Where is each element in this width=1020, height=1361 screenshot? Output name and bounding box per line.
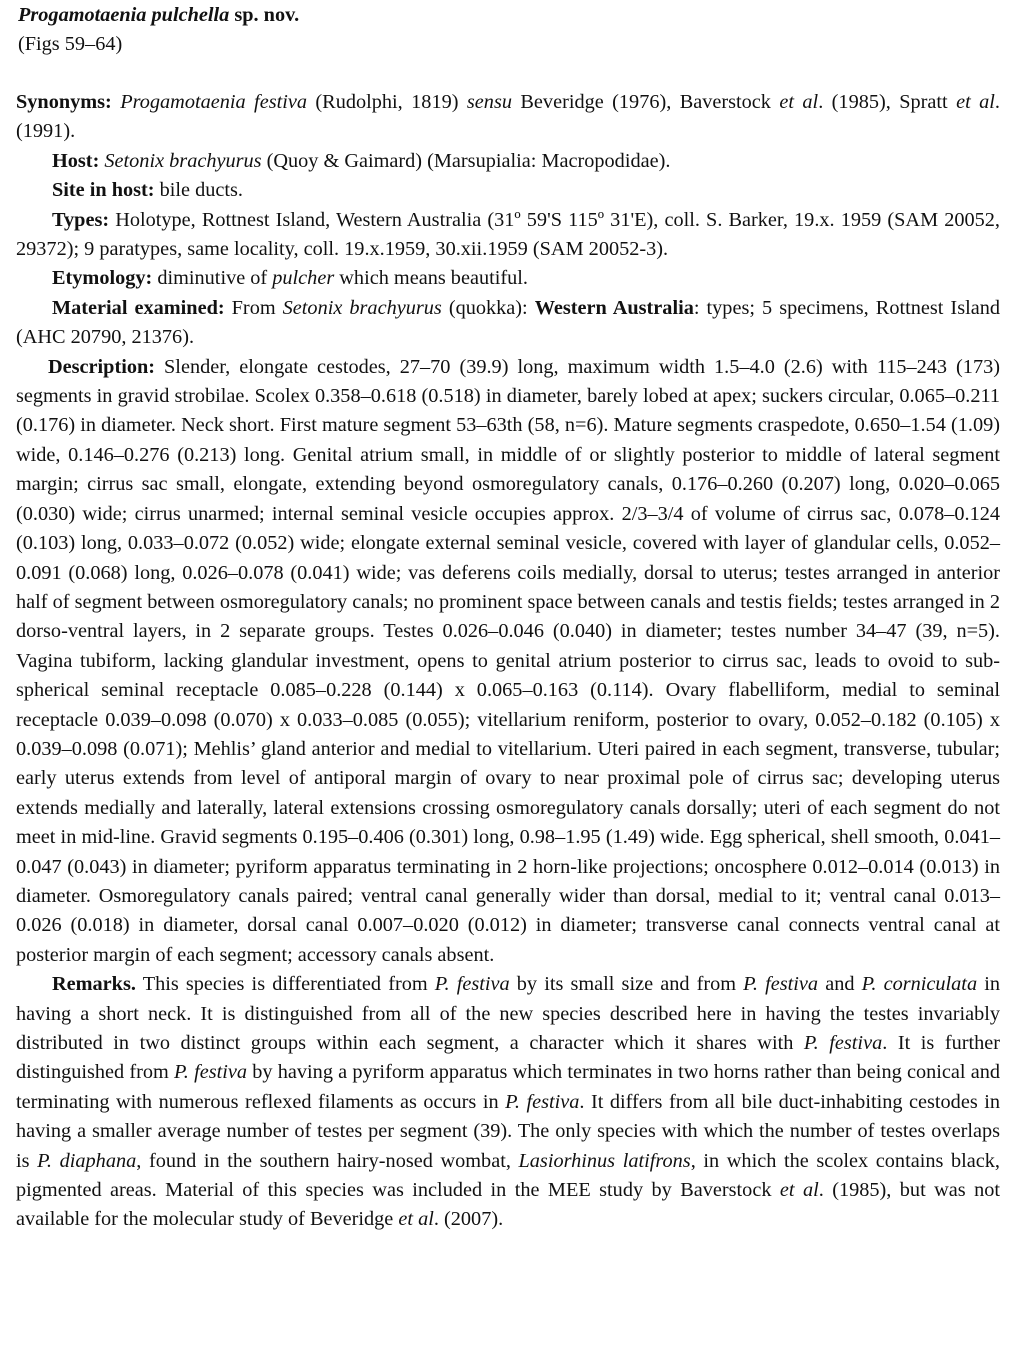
paragraph-material-examined — [16, 294, 1000, 353]
bold-text: Host: — [52, 149, 105, 172]
paragraph-types — [16, 206, 1000, 265]
text-run: which means beautiful. — [334, 267, 528, 290]
italic-text: P. corniculata — [861, 973, 978, 996]
text-run: : types; 5 specimens, Rottnest Island (AHC 20790, 21376). — [16, 296, 1000, 349]
paragraph-remarks — [16, 970, 1000, 1235]
italic-text: P. festiva — [505, 1090, 580, 1113]
text-run: From — [231, 296, 283, 319]
text-run: . It differs from all bile duct-inhabiting cestodes in having a smaller average number of testes per segment (39). The only species with which the number of testes overlaps is — [16, 1090, 1000, 1172]
italic-text: sensu — [466, 91, 512, 113]
italic-text: P. festiva — [743, 973, 819, 996]
species-title — [18, 1, 299, 30]
italic-text: P. festiva — [434, 973, 510, 996]
italic-text: Setonix brachyurus — [282, 296, 442, 319]
italic-text: et al — [398, 1208, 434, 1231]
paragraph-synonyms — [16, 88, 1000, 147]
bold-text: Types: — [52, 208, 116, 231]
bold-text: Synonyms: — [16, 91, 121, 113]
paragraph-description — [16, 353, 1000, 971]
bold-text: sp. nov. — [229, 4, 300, 26]
bold-text: Progamotaenia pulchella — [18, 4, 230, 26]
paragraph-etymology — [16, 264, 1000, 293]
text-run: (Rudolphi, 1819) — [307, 91, 467, 113]
bold-text: Etymology: — [52, 267, 158, 290]
italic-text: pulcher — [272, 267, 335, 290]
text-run: Slender, elongate cestodes, 27–70 (39.9) long, maximum width 1.5–4.0 (2.6) with 115–243 (173) segments in gravid strobilae. Scolex 0.358–0.618 (0.518) in diameter, barely lobed at apex; suckers circular, 0.065–0.211 (0.176) in diameter. Neck short. First mature segment 53–63th (58, n=6). Mature segments craspedote, 0.650–1.54 (1.09) wide, 0.146–0.276 (0.213) long. Genital atrium small, in middle of or slightly posterior to middle of lateral segment margin; cirrus sac small, elongate, extending beyond osmoregulatory canals, 0.176–0.260 (0.207) long, 0.020–0.065 (0.030) wide; cirrus unarmed; internal seminal vesicle occupies approx. 2/3–3/4 of volume of cirrus sac, 0.078–0.124 (0.103) long, 0.033–0.072 (0.052) wide; elongate external seminal vesicle, covered with layer of glandular cells, 0.052–0.091 (0.068) long, 0.026–0.078 (0.041) wide; vas deferens coils medially, dorsal to uterus; testes arranged in anterior half of segment between osmoregulatory canals; no prominent space between canals and testis fields; testes arranged in 2 dorso-ventral layers, in 2 separate groups. Testes 0.026–0.046 (0.040) in diameter; testes number 34–47 (39, n=5). Vagina tubiform, lacking glandular investment, opens to genital atrium posterior to cirrus sac, leads to ovoid to sub-spherical seminal receptacle 0.085–0.228 (0.144) x 0.065–0.163 (0.114). Ovary flabelliform, medial to seminal receptacle 0.039–0.098 (0.070) x 0.033–0.085 (0.055); vitellarium reniform, posterior to ovary, 0.052–0.182 (0.105) x 0.039–0.098 (0.071); Mehlis’ gland anterior and medial to vitellarium. Uteri paired in each segment, transverse, tubular; early uterus extends from level of antiporal margin of ovary to near proximal pole of cirrus sac; developing uterus extends medially and laterally, lateral extensions crossing osmoregulatory canals dorsally; uteri of each segment do not meet in mid-line. Gravid segments 0.195–0.406 (0.301) long, 0.98–1.95 (1.49) wide. Egg spherical, shell smooth, 0.041–0.047 (0.043) in diameter; pyriform apparatus terminating in 2 horn-like projections; oncosphere 0.012–0.014 (0.013) in diameter. Osmoregulatory canals paired; ventral canal generally wider than dorsal, medial to it; ventral canal 0.013–0.026 (0.018) in diameter, dorsal canal 0.007–0.020 (0.012) in diameter; transverse canal connects ventral canal at posterior margin of each segment; accessory canals absent. — [16, 355, 1000, 966]
document-body — [16, 88, 1000, 1235]
text-run: and — [818, 973, 862, 996]
bold-text: Site in host: — [52, 179, 160, 202]
paragraph-site-in-host — [16, 176, 1000, 205]
text-run: Beveridge (1976), Baverstock — [511, 91, 780, 113]
text-run: (quokka): — [441, 296, 535, 319]
text-run: by its small size and from — [509, 973, 744, 996]
text-run: . (2007). — [433, 1208, 504, 1231]
text-run: . (1985), Spratt — [818, 91, 957, 113]
text-run: , in which the scolex contains black, pigmented areas. Material of this species was included in the MEE study by Baverstock — [16, 1149, 1000, 1202]
italic-text: Setonix brachyurus — [104, 149, 262, 172]
figure-reference — [18, 30, 122, 59]
text-run: Holotype, Rottnest Island, Western Australia (31º 59'S 115º 31'E), coll. S. Barker, 19.x. 1959 (SAM 20052, 29372); 9 paratypes, same locality, coll. 19.x.1959, 30.xii.1959 (SAM 20052-3). — [16, 208, 1000, 261]
italic-text: Lasiorhinus latifrons — [518, 1149, 691, 1172]
italic-text: et al — [779, 1179, 819, 1202]
italic-text: P. diaphana — [37, 1149, 137, 1172]
italic-text: et al — [779, 91, 819, 113]
text-run: , found in the southern hairy-nosed wombat, — [136, 1149, 519, 1172]
italic-text: P. festiva — [174, 1061, 248, 1084]
text-run: diminutive of — [157, 267, 273, 290]
paragraph-host — [16, 147, 1000, 176]
text-run: in having a short neck. It is distinguished from all of the new species described here in having the testes invariably distributed in two distinct groups within each segment, a character which it shares with — [16, 973, 1000, 1054]
italic-text: Progamotaenia festiva — [120, 91, 308, 113]
text-run: (Figs 59–64) — [18, 33, 123, 55]
bold-text: Remarks. — [52, 973, 136, 996]
text-run: by having a pyriform apparatus which terminates in two horns rather than being conical and terminating with numerous reflexed filaments as occurs in — [16, 1061, 1001, 1113]
text-run: . (1991). — [16, 91, 1000, 143]
text-run: bile ducts. — [159, 179, 243, 202]
text-run: This species is differentiated from — [135, 973, 435, 996]
italic-text: P. festiva — [803, 1032, 883, 1054]
italic-text: et al — [956, 91, 995, 113]
text-run: . It is further distinguished from — [16, 1032, 1000, 1084]
text-run: (Quoy & Gaimard) (Marsupialia: Macropodidae). — [261, 149, 671, 172]
bold-text: Western Australia — [534, 296, 694, 319]
bold-text: Description: — [48, 355, 165, 378]
text-run: . (1985), but was not available for the molecular study of Beveridge — [16, 1179, 1001, 1231]
bold-text: Material examined: — [52, 296, 232, 319]
